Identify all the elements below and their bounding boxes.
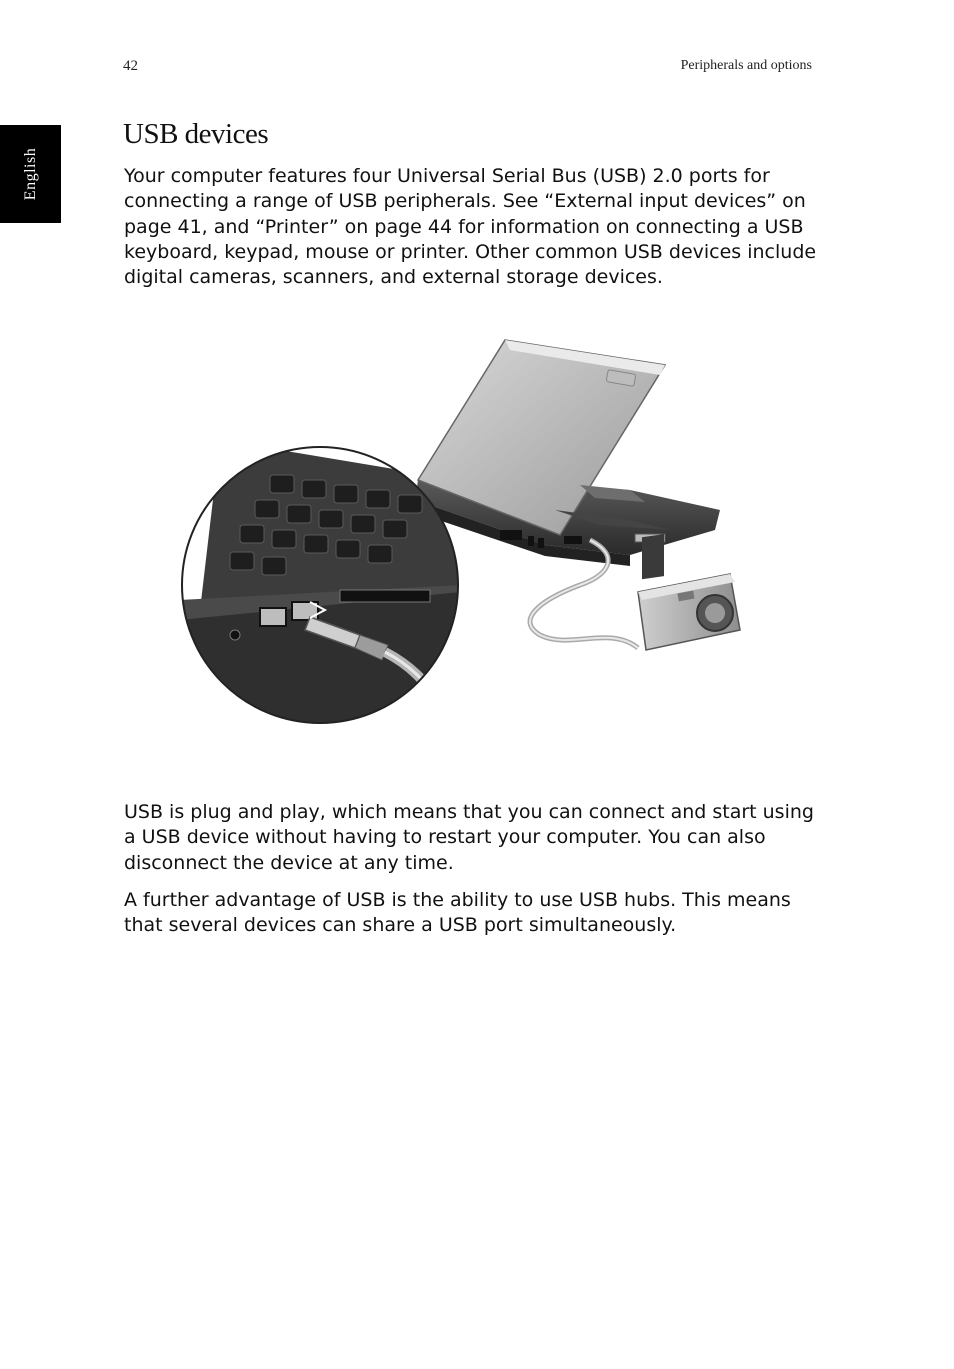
port-closeup-inset bbox=[180, 440, 460, 750]
page-number: 42 bbox=[123, 58, 138, 74]
intro-paragraph: Your computer features four Universal Serial Bus (USB) 2.0 ports for connecting a range of USB peripherals. See “External input devices” on page 41, and “Printer” on page 44 for information on connecting a USB keyboard, keypad, mouse or printer. Other common USB devices include digital cameras, scanners, and external storage devices. bbox=[124, 165, 817, 289]
language-tab-label: English bbox=[21, 147, 39, 201]
usb-port-1-icon bbox=[260, 608, 286, 626]
section-title: USB devices bbox=[123, 118, 269, 150]
usb-connection-illustration bbox=[160, 330, 780, 760]
pc-card-slot-icon bbox=[340, 590, 430, 602]
usb-hubs-paragraph: A further advantage of USB is the ability to use USB hubs. This means that several devices can share a USB port simultaneously. bbox=[124, 889, 791, 937]
vga-port-icon bbox=[500, 530, 522, 540]
digital-camera bbox=[638, 534, 740, 650]
usb-port-icon bbox=[564, 536, 582, 544]
running-header: Peripherals and options bbox=[680, 58, 812, 73]
plug-and-play-paragraph: USB is plug and play, which means that you can connect and start using a USB device without having to restart your computer. You can also disconnect the device at any time. bbox=[124, 801, 814, 874]
language-tab bbox=[0, 125, 61, 223]
laptop bbox=[415, 340, 720, 566]
